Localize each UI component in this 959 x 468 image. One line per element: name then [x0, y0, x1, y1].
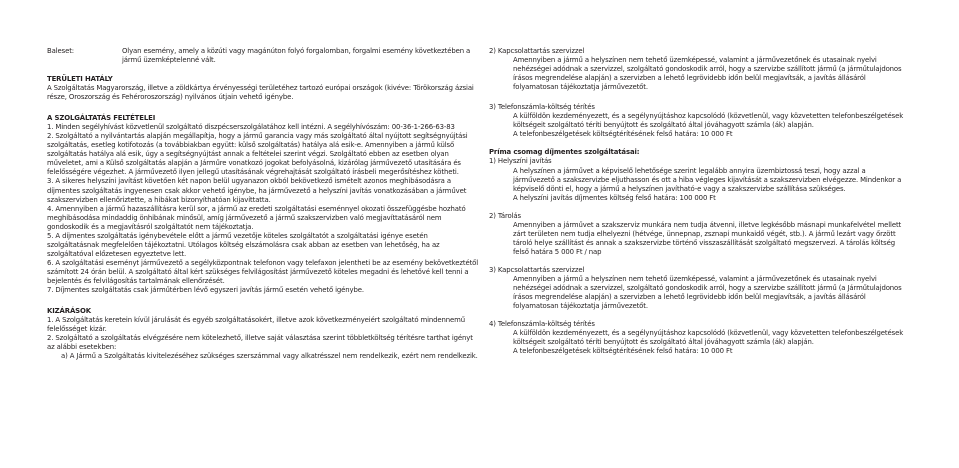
feltetel-item: 2. Szolgáltató a nyilvántartás alapján megállapítja, hogy a jármű garancia vagy más szolgáltató által nyújtott segítségnyújtási szolgáltatás, esetleg kotifotozás (a továbbiakban együtt: külső szolgáltatás) hatálya alá esik-e. Amennyiben a jármű külső szolgáltatás hatálya alá esik, úgy a segítségnyújtást annak a feltételei szerint végzi. Szolgáltató ebben az esetben olyan műveletet, ami a Külső szolgáltatás alapján a Járműre vonatkozó jogokat befolyásolná, kizárólag járművezető utasítására és felelősségére végezhet. A járművezető ilyen jellegű utasításának végrehajtását szolgáltató írásbeli megerősítéshez kötheti. [47, 132, 468, 177]
prima-heading: Príma csomag díjmentes szolgáltatásai: [489, 148, 640, 157]
definition-term: Baleset: [47, 47, 74, 55]
feltetel-item: 5. A díjmentes szolgáltatás igénybevétele előtt a jármű vezetője köteles szolgáltatót a szolgáltatási igénye esetén szolgáltatásnak megfelelően tájékoztatni. Utólagos költség elszámolásra csak abban az esetben van lehetőség, ha az szolgáltatóval előzetesen egyeztetve lett. [47, 231, 440, 258]
right-block-limit: A helyszíni javítás díjmentes költség felső határa: 100 000 Ft [513, 193, 716, 202]
right-block-text: A helyszínen a járművet a képviselő lehetősége szerint legalább annyira üzembiztossá teszi, hogy azzal a járművezető a szakszervizbe eljuthasson és ott a hiba végleges kijavítását a szakszervizben elvégezze. Mindenkor a képviselő dönti el, hogy a jármű a helyszínen javítható-e vagy a szakszervizbe szállítása szükséges. [513, 166, 902, 193]
section-title-feltetelek: A SZOLGÁLTATÁS FELTÉTELEI [47, 114, 156, 123]
right-block-limit: A telefonbeszélgetések költségtérítésének felső határa: 10 000 Ft [513, 130, 733, 139]
feltetel-item: 7. Díjmentes szolgáltatás csak járműtérben lévő egyszeri javítás jármű esetén vehető igénybe. [47, 286, 364, 295]
baleset-definition [47, 47, 480, 74]
right-block-text: Amennyiben a járművet a szakszerviz munkára nem tudja átvenni, illetve legkésőbb másnapi munkafelvétel mellett zárt területen nem tudja elhelyezni (hétvége, ünnepnap, zsznapi munkaidő végét, stb.). A jármű lezárt vagy őrzött tároló helye szállítást és annak a szakszervizbe történő visszaszállítását szolgáltató megszervezi. A tárolás költség felső határa 5 000 Ft / nap [513, 220, 902, 256]
right-block-text: Amennyiben a jármű a helyszínen nem tehető üzemképessé, valamint a járművezetőnek és utasainak nyelvi nehézségei adódnak a szervizzel, szolgáltató gondoskodik arról, hogy a szervizbe szállított jármű (a járműtulajdonos írásos megrendelése alapján) a szervizben a lehető legrövidebb időn belül megjavítsák, a javítás állásáról folyamatosan tájékoztatja járművezetőt. [513, 56, 902, 92]
teruleti-text: A Szolgáltatás Magyarország, illetve a zöldkártya érvényességi területéhez tartozó európai országok (kivéve: Törökország ázsiai része, Oroszország és Fehéroroszország) nyilvános útjain vehető igénybe. [47, 84, 474, 102]
right-block-title: 4) Telefonszámla-költség térítés [489, 320, 595, 329]
definition-text: Olyan esemény, amely a közúti vagy magánúton folyó forgalomban, forgalmi esemény következtében a jármű üzemképtelenné vált. [122, 47, 471, 65]
feltetel-item: 1. Minden segélyhívást közvetlenül szolgáltató diszpécserszolgálatához kell intézni. A segélyhívószám: 00-36-1-266-63-83 [47, 123, 455, 132]
kizaras-subitem: a) A Jármű a Szolgáltatás kivitelezéséhez szükséges szerszámmal vagy alkatrésszel nem rendelkezik, ezért nem rendelkezik. [61, 352, 478, 361]
left-column [47, 0, 480, 361]
right-block-text: A külföldön kezdeményezett, és a segélynyújtáshoz kapcsolódó (közvetlenül, vagy közvetetten telefonbeszélgetések költségeit szolgáltató téríti benyújtott és szolgáltató által jóváhagyott számla (ák) alapján. [513, 329, 904, 347]
right-column [489, 0, 909, 356]
kizaras-item: 1. A Szolgáltatás keretein kívül járulását és egyéb szolgáltatásokért, illetve azok következményeiért szolgáltató mindennemű felelősséget kizár. [47, 316, 465, 334]
feltetel-item: 6. A szolgáltatási eseményt járművezető a segélyközpontnak telefonon vagy telefaxon jelentheti be az esemény bekövetkeztétől számított 24 órán belül. A szolgáltató által kért szükséges felvilágosítást járművezető köteles megadni és lehetővé kell tenni a bejelentés és felvilágosítás tartalmának ellenőrzését. [47, 258, 479, 285]
kizaras-item: 2. Szolgáltató a szolgáltatás elvégzésére nem kötelezhető, illetve saját választása szerint többletköltség térítésre tarthat igényt az alábbi esetekben: [47, 334, 473, 352]
right-block-title: 2) Kapcsolattartás szervizzel [489, 47, 585, 55]
feltetel-item: 3. A sikeres helyszíni javítást követően két napon belül ugyanazon okból bekövetkező ismételt azonos meghibásodásra a díjmentes szolgáltatás ingyenesen csak akkor vehető igénybe, ha járművezető a helyszíni javítás vonatkozásában a járművet szakszervizben ellenőriztette, a hibákat bizonyíthatóan kijavíttatta. [47, 177, 467, 204]
right-block-text: A külföldön kezdeményezett, és a segélynyújtáshoz kapcsolódó (közvetlenül, vagy közvetetten telefonbeszélgetések költségeit szolgáltató téríti benyújtott és szolgáltató által jóváhagyott számla (ák) alapján. [513, 112, 904, 130]
right-block-title: 1) Helyszíni javítás [489, 157, 552, 166]
right-block-title: 2) Tárolás [489, 211, 521, 220]
right-block-title: 3) Telefonszámla-költség térítés [489, 103, 595, 112]
right-block-limit: A telefonbeszélgetések költségtérítésének felső határa: 10 000 Ft [513, 347, 733, 356]
section-title-teruleti: TERÜLETI HATÁLY [47, 75, 113, 83]
right-block-title: 3) Kapcsolattartás szervizzel [489, 265, 585, 274]
feltetel-item: 4. Amennyiben a jármű hazaszállításra kerül sor, a jármű az eredeti szolgáltatási eseménnyel okozati összefüggésbe hozható meghibásodása mindaddig önhibának minősül, amíg járművezető a jármű szakszervizben való megjavíttatásáról nem gondoskodik és a megjavításról szolgáltatót nem tájékoztatja. [47, 204, 466, 231]
right-block-text: Amennyiben a jármű a helyszínen nem tehető üzemképessé, valamint a járművezetőnek és utasainak nyelvi nehézségei adódnak a szervizzel, szolgáltató gondoskodik arról, hogy a szervizbe szállított jármű (a Járműtulajdonos írásos megrendelése alapján) a szervizben a lehető legrövidebb időn belül megjavítsák, a javítás állásáról folyamatosan tájékoztatja járművezetőt. [513, 274, 902, 311]
section-title-kizarasok: KIZÁRÁSOK [47, 307, 91, 316]
